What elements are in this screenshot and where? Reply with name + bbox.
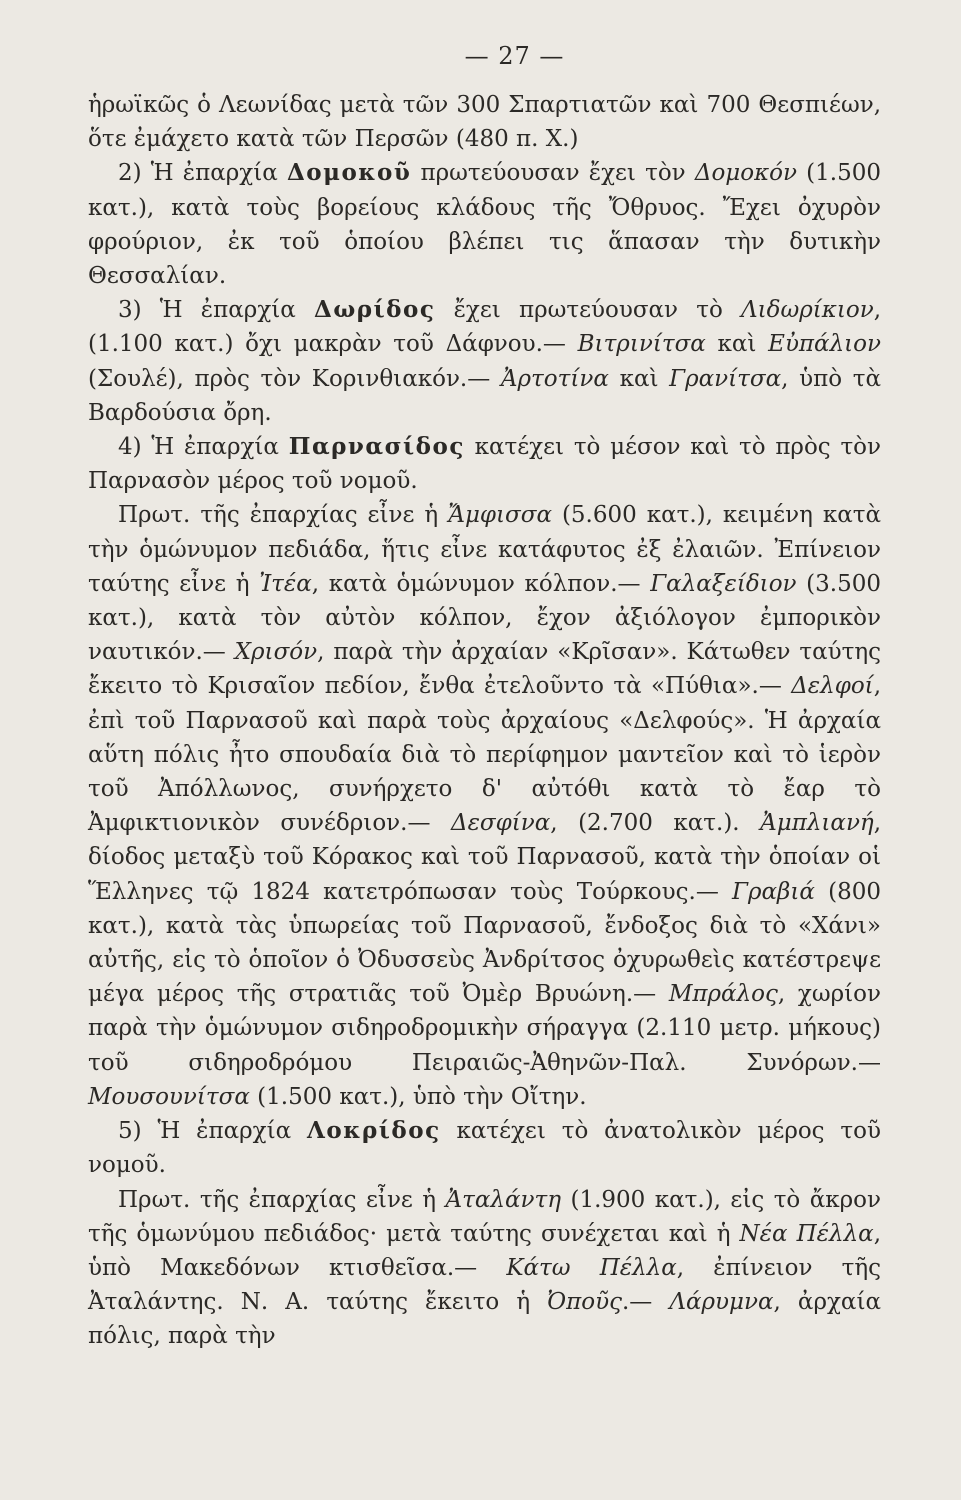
italic-text: Λιδωρίκιον	[741, 297, 874, 324]
text-segment: (3.500 κατ.), κατὰ τὸν αὐτὸν κόλπον, ἔχον ἀξιόλογον ἐμπορικὸν ναυτικόν.—	[88, 570, 881, 666]
text-segment: , δίοδος μεταξὺ τοῦ Κόρακος καὶ τοῦ Παρνασοῦ, κατὰ τὴν ὁποίαν οἱ Ἕλληνες τῷ 1824 κατετρόπωσαν τοὺς Τούρκους.—	[88, 810, 882, 905]
italic-text: Μουσουνίτσα	[88, 1083, 250, 1110]
italic-text: Μπράλος	[668, 981, 778, 1008]
text-segment: , ὑπὸ τὰ Βαρδούσια ὄρη.	[88, 365, 882, 426]
paragraph	[88, 293, 881, 430]
text-segment: , παρὰ τὴν ἀρχαίαν «Κρῖσαν». Κάτωθεν ταύτης ἔκειτο τὸ Κρισαῖον πεδίον, ἔνθα ἐτελοῦντο τὰ «Πύθια».—	[88, 639, 881, 700]
text-segment: .—	[621, 1289, 670, 1316]
italic-text: Κάτω Πέλλα	[506, 1254, 677, 1281]
text-segment: κατέχει τὸ ἀνατολικὸν μέρος τοῦ νομοῦ.	[88, 1118, 881, 1179]
text-segment: καὶ	[705, 331, 769, 358]
text-segment: Πρωτ. τῆς ἐπαρχίας εἶνε ἡ	[118, 502, 449, 529]
italic-text: Εὐπάλιον	[768, 331, 881, 358]
italic-text: Ἀρτοτίνα	[500, 365, 609, 392]
text-segment: 4) Ἡ ἐπαρχία	[118, 434, 289, 461]
text-segment: 5) Ἡ ἐπαρχία	[118, 1118, 308, 1145]
italic-text: Ὀποῦς	[547, 1289, 622, 1316]
italic-text: Χρισόν	[234, 639, 318, 666]
italic-text: Δελφοί	[791, 673, 874, 700]
text-segment: 2) Ἡ ἐπαρχία	[118, 160, 287, 187]
text-segment: , ἀρχαία πόλις, παρὰ τὴν	[88, 1289, 881, 1350]
province-heading: Παρνασίδος	[288, 433, 465, 461]
province-heading: Δωρίδος	[314, 296, 436, 324]
italic-text: Λάρυμνα	[669, 1289, 774, 1316]
text-segment: (800 κατ.), κατὰ τὰς ὑπωρείας τοῦ Παρνασοῦ, ἔνδοξος διὰ τὸ «Χάνι» αὐτῆς, εἰς τὸ ὁποῖον ὁ Ὀδυσσεὺς Ἀνδρίτσος ὀχυρωθεὶς κατέστρεψε μέγα μέρος τῆς στρατιᾶς τοῦ Ὀμὲρ Βρυώνη.—	[88, 878, 881, 1008]
italic-text: Ἀταλάντη	[445, 1186, 562, 1213]
paragraph	[88, 498, 881, 1114]
italic-text: Νέα Πέλλα	[739, 1220, 874, 1247]
paragraph	[88, 430, 881, 498]
text-segment: (1.500 κατ.), ὑπὸ τὴν Οἴτην.	[249, 1083, 587, 1110]
italic-text: Δεσφίνα	[450, 810, 551, 837]
paragraph	[88, 156, 881, 293]
text-segment: Πρωτ. τῆς ἐπαρχίας εἶνε ἡ	[118, 1186, 446, 1213]
text-segment: (1.500 κατ.), κατὰ τοὺς βορείους κλάδους τῆς Ὄθρυος. Ἔχει ὀχυρὸν φρούριον, ἐκ τοῦ ὁποίου βλέπει τις ἅπασαν τὴν δυτικὴν Θεσσαλίαν.	[88, 160, 881, 290]
text-segment: ἔχει πρωτεύουσαν τὸ	[435, 297, 741, 324]
italic-text: Δομοκόν	[694, 160, 798, 187]
italic-text: Ἀμπλιανή	[760, 810, 874, 837]
text-segment: , ἐπὶ τοῦ Παρνασοῦ καὶ παρὰ τοὺς ἀρχαίους «Δελφούς». Ἡ ἀρχαία αὕτη πόλις ἦτο σπουδαία διὰ τὸ περίφημον μαντεῖον καὶ τὸ ἱερὸν τοῦ Ἀπόλλωνος, συνήρχετο δ' αὐτόθι κατὰ τὸ ἔαρ τὸ Ἀμφικτιονικὸν συνέδριον.—	[88, 673, 881, 837]
italic-text: Γραβιά	[732, 878, 815, 905]
province-heading: Λοκρίδος	[307, 1117, 441, 1145]
text-segment: 3) Ἡ ἐπαρχία	[118, 297, 315, 324]
text-segment: καὶ	[608, 365, 670, 392]
text-segment: , κατὰ ὁμώνυμον κόλπον.—	[311, 570, 651, 597]
text-segment: , χωρίον παρὰ τὴν ὁμώνυμον σιδηροδρομικὴν σήραγγα (2.110 μετρ. μήκους) τοῦ σιδηροδρόμου Πειραιῶς-Ἀθηνῶν-Παλ. Συνόρων.—	[88, 981, 881, 1076]
text-segment: , (1.100 κατ.) ὄχι μακρὰν τοῦ Δάφνου.—	[88, 297, 882, 358]
text-segment: (5.600 κατ.), κειμένη κατὰ τὴν ὁμώνυμον πεδιάδα, ἥτις εἶνε κατάφυτος ἐξ ἐλαιῶν. Ἐπίνειον ταύτης εἶνε ἡ	[88, 502, 881, 597]
paragraph	[88, 1114, 881, 1182]
text-segment: (1.900 κατ.), εἰς τὸ ἄκρον τῆς ὁμωνύμου πεδιάδος· μετὰ ταύτης συνέχεται καὶ ἡ	[88, 1186, 881, 1247]
page-number: — 27 —	[464, 42, 565, 70]
paragraph	[88, 1183, 881, 1354]
text-segment: ἡρωϊκῶς ὁ Λεωνίδας μετὰ τῶν 300 Σπαρτιατῶν καὶ 700 Θεσπιέων, ὅτε ἐμάχετο κατὰ τῶν Περσῶν (480 π. Χ.)	[88, 92, 881, 153]
text-segment: , ἐπίνειον τῆς Ἀταλάντης. Ν. Α. ταύτης ἔκειτο ἡ	[88, 1254, 882, 1316]
text-segment: , ὑπὸ Μακεδόνων κτισθεῖσα.—	[88, 1220, 881, 1281]
italic-text: Γαλαξείδιον	[650, 570, 797, 597]
text-segment: (Σουλέ), πρὸς τὸν Κορινθιακόν.—	[88, 365, 501, 392]
italic-text: Γρανίτσα	[669, 365, 782, 392]
text-segment: πρωτεύουσαν ἔχει τὸν	[411, 160, 695, 187]
text-segment: , (2.700 κατ.).	[550, 810, 761, 837]
text-segment: κατέχει τὸ μέσον καὶ τὸ πρὸς τὸν Παρνασὸν μέρος τοῦ νομοῦ.	[88, 434, 881, 495]
province-heading: Δομοκοῦ	[286, 159, 412, 187]
paragraph	[88, 88, 881, 156]
italic-text: Ἰτέα	[259, 570, 312, 597]
italic-text: Ἄμφισσα	[448, 502, 552, 529]
body-text	[88, 88, 881, 1354]
italic-text: Βιτρινίτσα	[577, 331, 706, 358]
